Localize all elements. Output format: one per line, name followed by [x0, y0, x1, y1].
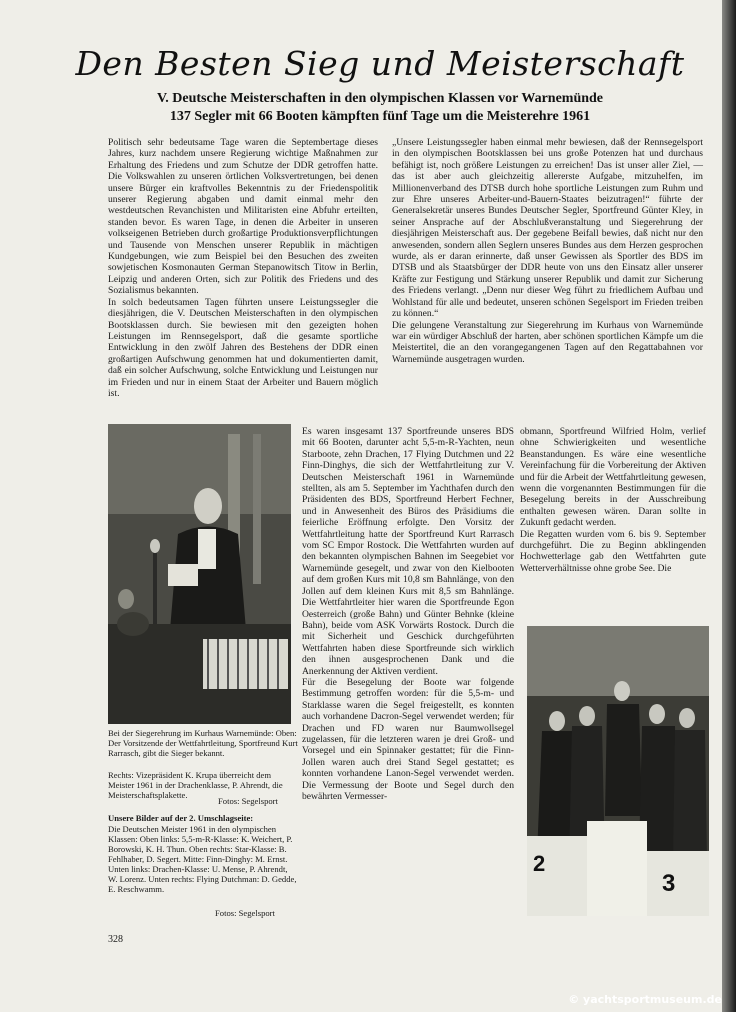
paragraph: Für die Besegelung der Boote war folgende Bestimmung getroffen worden: für die 5,5-m- und Starklasse waren die Segel freigestellt, es konnten auch vorhandene Dacron-Segel verwendet werden; für Drachen und FD waren nur Baumwollsegel zugelassen, für die letzteren waren je drei Groß- und Vorsegel und ein Spinnaker gestattet; für die Finn-Jollen waren auch drei Stand Segel gestattet; es konnten vorhandene Lanon-Segel verwendet werden. Die Vermessung der Boote und Segel durch den bewährten Vermesser-: [302, 676, 514, 802]
article-title: Den Besten Sieg und Meisterschaft: [75, 44, 685, 83]
photo-credit: Fotos: Segelsport: [218, 796, 278, 806]
cover-photos-heading: Unsere Bilder auf der 2. Umschlagseite:: [108, 813, 254, 823]
caption-top-photo: Bei der Siegerehrung im Kurhaus Warnemünde: Oben: Der Vorsitzende der Wettfahrtleitung, Sportfreund Kurt Rarrasch, gibt die Sieger bekannt.: [108, 728, 298, 758]
cover-photos-caption: Die Deutschen Meister 1961 in den olympischen Klassen: Oben links: 5,5-m-R-Klasse: K. Weichert, P. Borowski, K. H. Thun. Oben rechts: Star-Klasse: B. Fehlhaber, D. Segert. Mitte: Finn-Dinghy: M. Ernst. Unten links: Drachen-Klasse: U. Mense, P. Ahrendt, W. Lorenz. Unten rechts: Flying Dutchman: D. Gedde, E. Reschwamm.: [108, 824, 297, 894]
text-column-2: [392, 137, 703, 365]
ceremony-photo-illustration: [527, 626, 709, 916]
text-column-3: [302, 426, 514, 802]
paragraph: In solch bedeutsamen Tagen führten unsere Leistungssegler die diesjährigen, die V. Deutschen Meisterschaften in den olympischen Bootsklassen durch. Sie bewiesen mit den gezeigten hohen Leistungen im Rennsegelsport, daß die gesamte sportliche Entwicklung in den zwölf Jahren des Bestehens der DDR einen großartigen Aufschwung genommen hat und dokumentierten damit, daß ein solcher Aufschwung, solche Entwicklung und Leistungen nur im Frieden und nur in einem Staat der Arbeiter und Bauern möglich ist.: [108, 296, 378, 399]
watermark: © yachtsportmuseum.de: [568, 993, 722, 1006]
text-column-4: [520, 426, 706, 574]
book-spine-shadow: [722, 0, 736, 1012]
article-subtitle-2: 137 Segler mit 66 Booten kämpften fünf Tage um die Meisterehre 1961: [169, 109, 591, 124]
photo-award-ceremony: [527, 626, 709, 916]
paragraph: Die Regatten wurden vom 6. bis 9. September durchgeführt. Die zu Beginn abklingenden Hochwetterlage gab den Wettfahrten gute Wetterverhältnisse ohne grobe See. Die: [520, 528, 706, 574]
photo-speaker: [108, 424, 291, 724]
text-column-1: [108, 137, 378, 399]
photo-credit: Fotos: Segelsport: [215, 908, 275, 918]
paragraph: Die gelungene Veranstaltung zur Siegerehrung im Kurhaus von Warnemünde war ein würdiger Abschluß der harten, aber schönen sportlichen Kämpfe um die Meistertitel, die an den vorangegangenen Tagen auf den Regattabahnen vor Warnemünde ausgetragen wurden.: [392, 319, 703, 365]
paragraph: obmann, Sportfreund Wilfried Holm, verlief ohne Schwierigkeiten und wesentliche Beanstandungen. Es wäre eine wesentliche Vereinfachung für die Vorbereitung der Aktiven und für die Arbeit der Wettfahrtleitung gewesen, wenn die vorgenannten Bestimmungen für die Besegelung bereits in der Ausschreibung enthalten gewesen wären. Daran sollte in Zukunft gedacht werden.: [520, 426, 706, 529]
paragraph: „Unsere Leistungssegler haben einmal mehr bewiesen, daß der Rennsegelsport in den olympischen Bootsklassen bei uns große Potenzen hat und durchaus befähigt ist, noch größere Leistungen zu erreichen! Das ist unser aller Ziel, — das ist aber auch gleichzeitig allererste Aufgabe, mitzuhelfen, im Millionenverband des DTSB durch hohe sportliche Leistungen zum Ruhm und zur Ehre unseres Arbeiter-und-Bauern-Staates beizutragen!“ führte der Generalsekretär unseres Bundes Deutscher Segler, Sportfreund Günter Kley, in seiner Ansprache auf der Abschlußveranstaltung und Siegerehrung der diesjährigen Meisterschaft aus. Der gegebene Beifall bewies, daß nicht nur den anwesenden, sondern allen Seglern unseres Bundes aus dem Herzen gesprochen wurde, als er daran erinnerte, daß unser Gewissen als Sportler des BDS im DTSB und als Staatsbürger der DDR heute von uns den Einsatz aller unserer Kräfte zur Festigung und Stärkung unserer Republik und damit zur Sicherung des Friedens verlangt. „Denn nur dieser Weg führt zu friedlichem Aufbau und Wohlstand für alle und bedeutet, unseren schönen Segelsport im Frieden treiben zu können.“: [392, 137, 703, 320]
paragraph: Politisch sehr bedeutsame Tage waren die Septembertage dieses Jahres, kurz nachdem unsere Regierung wichtige Maßnahmen zur Erhaltung des Friedens und zum Schutze der DDR getroffen hatte. Die Volkswahlen zu unseren örtlichen Volksvertretungen, bei denen unsere Bürger ein kraftvolles Bekenntnis zu der Friedenspolitik unserer Regierung abgaben und damit einmal mehr den westdeutschen Revanchisten und Militaristen eine Abfuhr erteilten, standen bevor. Es waren Tage, in denen die Arbeiter in unseren volkseigenen Betrieben durch großartige Produktionsverpflichtungen und Tausende von Menschen unserer Republik in mächtigen Kundgebungen, wie zum Beispiel bei den Besuchen des zweiten sowjetischen Kosmonauten German Stepanowitsch Titow in Berlin, Leipzig und anderen Orten, sich zur Politik des Friedens und des Sozialismus bekannten.: [108, 137, 378, 297]
paragraph: Es waren insgesamt 137 Sportfreunde unseres BDS mit 66 Booten, darunter acht 5,5-m-R-Yachten, neun Starboote, zehn Drachen, 17 Flying Dutchmen und 22 Finn-Dinghys, die sich der Wettfahrtleitung zur V. Deutschen Meisterschaft 1961 in Warnemünde stellten, als am 5. September im Yachthafen durch den Präsidenten des BDS, Sportfreund Herbert Fechner, und in Anwesenheit des Büros des Präsidiums die feierliche Eröffnung erfolgte. Den Vorsitz der Wettfahrtleitung hatte der Sportfreund Kurt Rarrasch vom SC Empor Rostock. Die Wettfahrten wurden auf den bekannten olympischen Bahnen im Seegebiet vor Warnemünde gesegelt, und zwar von den Kielbooten auf dem großen Kurs mit 10,8 sm Bahnlänge, von den Jollen auf dem kleinen Kurs mit 8,5 sm Bahnlänge. Die Wettfahrtleiter hier waren die Sportfreunde Egon Oesterreich (große Bahn) und Günter Behnke (kleine Bahn), beide vom ASK Vorwärts Rostock. Durch die mit Sicherheit und Geschick durchgeführten Wettfahrten haben diese Sportfreunde sich wirklich den ihnen ausgesprochenen Dank und die Anerkennung der Aktiven verdient.: [302, 426, 514, 677]
podium-number-3: 3: [662, 870, 676, 897]
page-number: 328: [108, 934, 123, 945]
speaker-photo-illustration: [108, 424, 291, 724]
podium-number-2: 2: [533, 851, 546, 876]
article-subtitle-1: V. Deutsche Meisterschaften in den olympischen Klassen vor Warnemünde: [156, 91, 604, 106]
caption-right-photo: Rechts: Vizepräsident K. Krupa überreicht dem Meister 1961 in der Drachenklasse, P. Ahrendt, die Meisterschaftsplakette.: [108, 770, 283, 800]
